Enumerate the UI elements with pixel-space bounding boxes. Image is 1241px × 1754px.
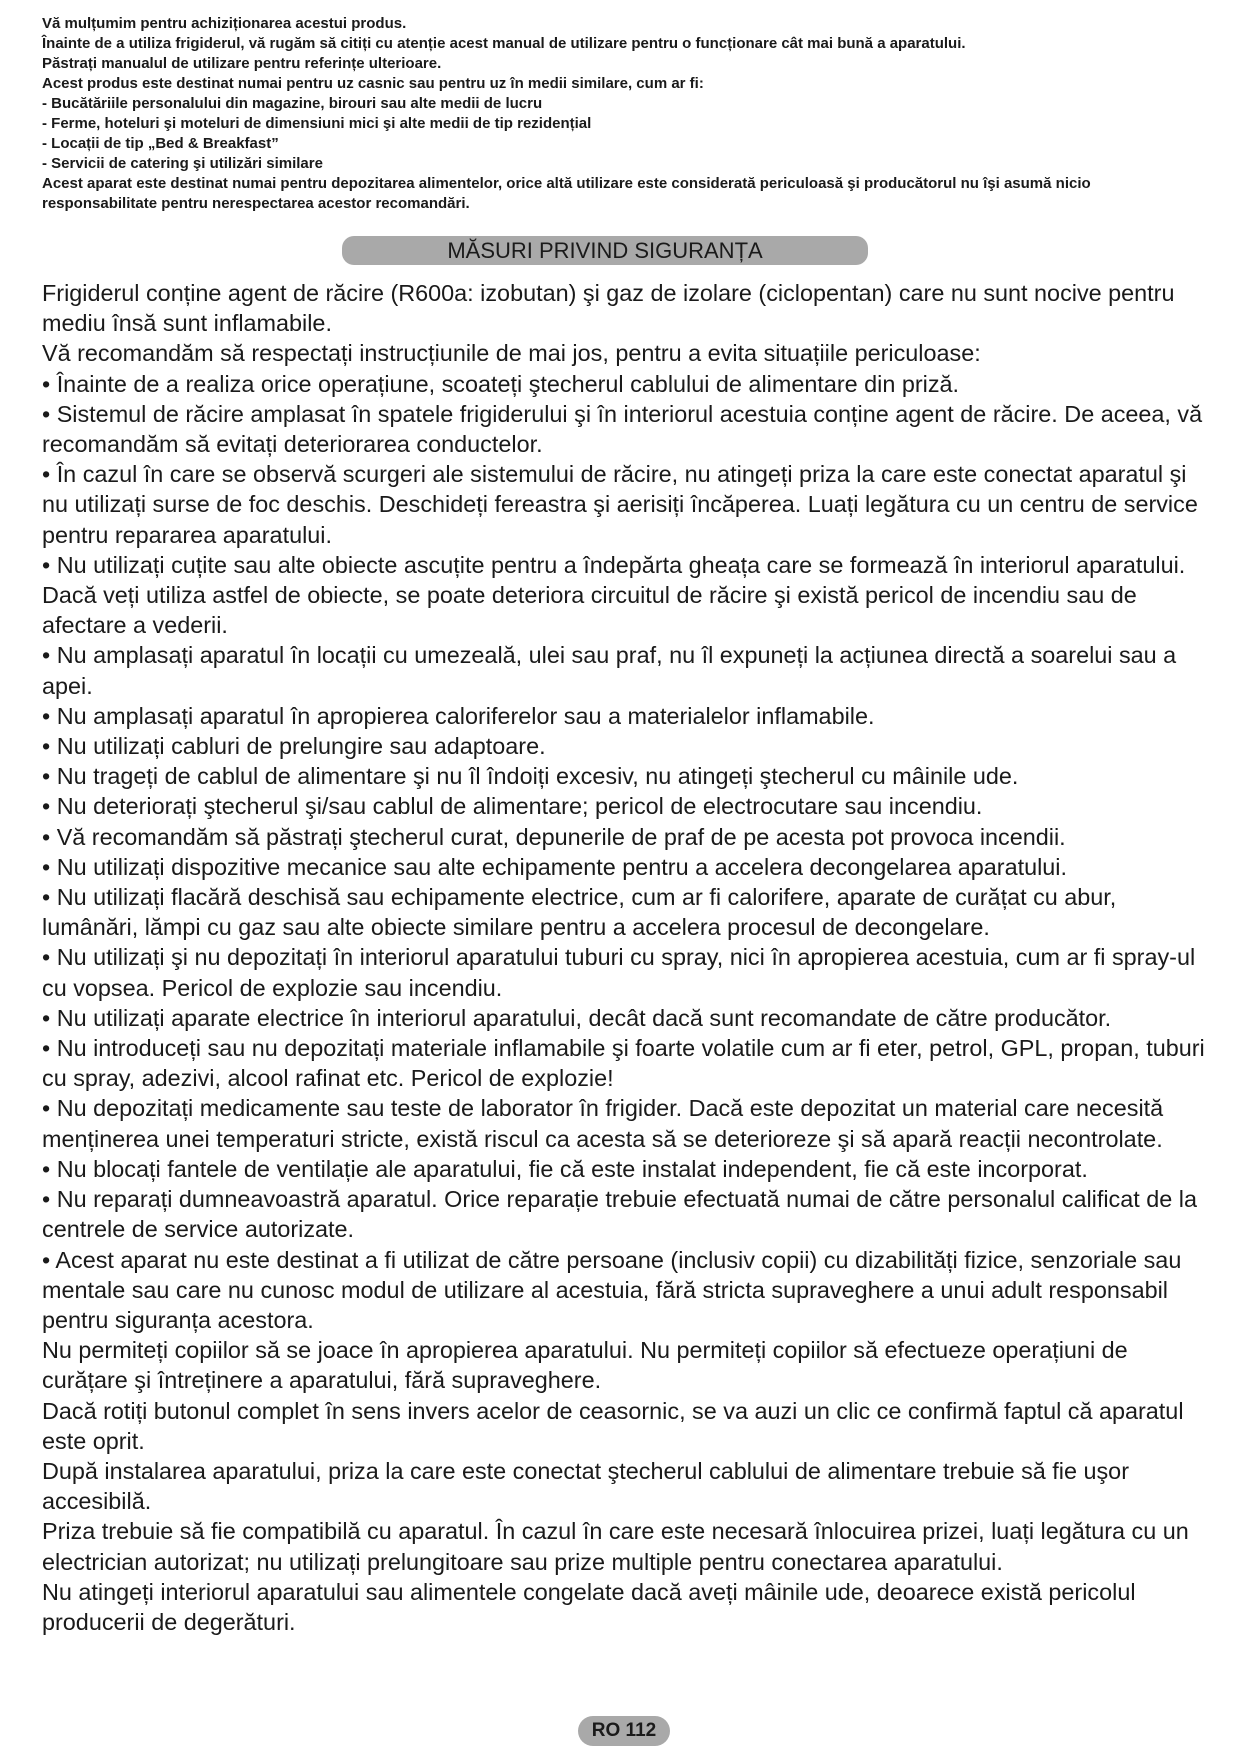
paragraph: Priza trebuie să fie compatibilă cu aparatul. În cazul în care este necesară înlocuirea prizei, luați legătura cu un electrician autorizat; nu utilizați prelungitoare sau prize multiple pentru conectarea aparatului. [42, 1518, 1189, 1575]
bullet-item: • Nu deteriorați ştecherul şi/sau cablul de alimentare; pericol de electrocutare sau incendiu. [42, 793, 983, 820]
intro-notice [42, 14, 1202, 214]
bullet-item: • Nu amplasați aparatul în locații cu umezeală, ulei sau praf, nu îl expuneți la acțiunea directă a soarelui sau a apei. [42, 642, 1177, 699]
paragraph: Frigiderul conține agent de răcire (R600a: izobutan) şi gaz de izolare (ciclopentan) care nu sunt nocive pentru mediu însă sunt inflamabile. [42, 280, 1175, 337]
bullet-item: • Nu depozitați medicamente sau teste de laborator în frigider. Dacă este depozitat un material care necesită menținerea unei temperaturi stricte, există riscul ca acesta să se deterioreze şi să apară reacții necontrolate. [42, 1095, 1164, 1152]
bullet-item: • Nu trageți de cablul de alimentare şi nu îl îndoiți excesiv, nu atingeți ştecherul cu mâinile ude. [42, 763, 1019, 790]
bullet-item: • Nu utilizați aparate electrice în interiorul aparatului, decât dacă sunt recomandate de către producător. [42, 1004, 1112, 1031]
safety-instructions [42, 278, 1207, 1637]
intro-line: Acest aparat este destinat numai pentru depozitarea alimentelor, orice altă utilizare este considerată periculoasă şi producătorul nu îşi asumă nicio responsabilitate pentru nerespectarea acestor recomandări. [42, 175, 1091, 212]
bullet-item: • Sistemul de răcire amplasat în spatele frigiderului şi în interiorul acestuia conține agent de răcire. De aceea, vă recomandăm să evitați deteriorarea conductelor. [42, 400, 1203, 458]
bullet-item: • În cazul în care se observă scurgeri ale sistemului de răcire, nu atingeți priza la care este conectat aparatul şi nu utilizați surse de foc deschis. Deschideți fereastra şi aerisiți încăperea. Luați legătura cu un centru de service pentru repararea aparatului. [42, 461, 1198, 548]
paragraph: Vă recomandăm să respectați instrucțiunile de mai jos, pentru a evita situațiile periculoase: [42, 340, 981, 367]
paragraph: Dacă rotiți butonul complet în sens invers acelor de ceasornic, se va auzi un clic ce confirmă faptul că aparatul este oprit. [42, 1397, 1184, 1454]
bullet-item: • Nu introduceți sau nu depozitați materiale inflamabile şi foarte volatile cum ar fi eter, petrol, GPL, propan, tuburi cu spray, adezivi, alcool rafinat etc. Pericol de explozie! [42, 1035, 1205, 1092]
intro-line: Păstrați manualul de utilizare pentru referințe ulterioare. [42, 55, 442, 72]
bullet-item: • Nu utilizați cuțite sau alte obiecte ascuțite pentru a îndepărta gheața care se formează în interiorul aparatului. Dacă veți utiliza astfel de obiecte, se poate deteriora circuitul de răcire şi există pericol de incendiu sau de afectare a vederii. [42, 551, 1186, 639]
bullet-item: • Vă recomandăm să păstrați ştecherul curat, depunerile de praf de pe acesta pot provoca incendii. [42, 823, 1066, 850]
page-number-badge: RO 112 [578, 1716, 670, 1746]
paragraph: După instalarea aparatului, priza la care este conectat ştecherul cablului de alimentare trebuie să fie uşor accesibilă. [42, 1457, 1129, 1515]
bullet-item: • Nu reparați dumneavoastră aparatul. Orice reparație trebuie efectuată numai de către personalul calificat de la centrele de service autorizate. [42, 1186, 1197, 1243]
intro-line: Înainte de a utiliza frigiderul, vă rugăm să citiți cu atenție acest manual de utilizare pentru o funcționare cât mai bună a aparatului. [42, 35, 966, 52]
intro-line: - Ferme, hoteluri şi moteluri de dimensiuni mici şi alte medii de tip rezidențial [42, 115, 592, 132]
bullet-item: • Nu blocați fantele de ventilație ale aparatului, fie că este instalat independent, fie că este incorporat. [42, 1155, 1088, 1182]
bullet-item: • Nu utilizați cabluri de prelungire sau adaptoare. [42, 733, 546, 760]
intro-line: Acest produs este destinat numai pentru uz casnic sau pentru uz în medii similare, cum ar fi: [42, 75, 704, 92]
intro-line: Vă mulțumim pentru achiziționarea acestui produs. [42, 15, 407, 32]
bullet-item: • Nu amplasați aparatul în apropierea caloriferelor sau a materialelor inflamabile. [42, 702, 875, 729]
intro-line: - Bucătăriile personalului din magazine, birouri sau alte medii de lucru [42, 95, 543, 112]
bullet-item: • Nu utilizați şi nu depozitați în interiorul aparatului tuburi cu spray, nici în apropierea acestuia, cum ar fi spray-ul cu vopsea. Pericol de explozie sau incendiu. [42, 944, 1196, 1001]
intro-line: - Locații de tip „Bed & Breakfast” [42, 135, 279, 152]
intro-line: - Servicii de catering şi utilizări similare [42, 155, 323, 172]
paragraph: Nu atingeți interiorul aparatului sau alimentele congelate dacă aveți mâinile ude, deoarece există pericolul producerii de degerături. [42, 1578, 1136, 1635]
paragraph: Nu permiteți copiilor să se joace în apropierea aparatului. Nu permiteți copiilor să efectueze operațiuni de curățare şi întreținere a aparatului, fără supraveghere. [42, 1337, 1128, 1394]
bullet-item: • Acest aparat nu este destinat a fi utilizat de către persoane (inclusiv copii) cu dizabilități fizice, senzoriale sau mentale sau care nu cunosc modul de utilizare al acestuia, fără stricta supraveghere a unui adult responsabil pentru siguranța acestora. [42, 1246, 1182, 1333]
bullet-item: • Nu utilizați dispozitive mecanice sau alte echipamente pentru a accelera decongelarea aparatului. [42, 853, 1067, 880]
section-title: MĂSURI PRIVIND SIGURANȚA [342, 236, 868, 265]
bullet-item: • Înainte de a realiza orice operațiune, scoateți ştecherul cablului de alimentare din priză. [42, 370, 960, 397]
bullet-item: • Nu utilizați flacără deschisă sau echipamente electrice, cum ar fi calorifere, aparate de curățat cu abur, lumânări, lămpi cu gaz sau alte obiecte similare pentru a accelera procesul de decongelare. [42, 884, 1117, 941]
